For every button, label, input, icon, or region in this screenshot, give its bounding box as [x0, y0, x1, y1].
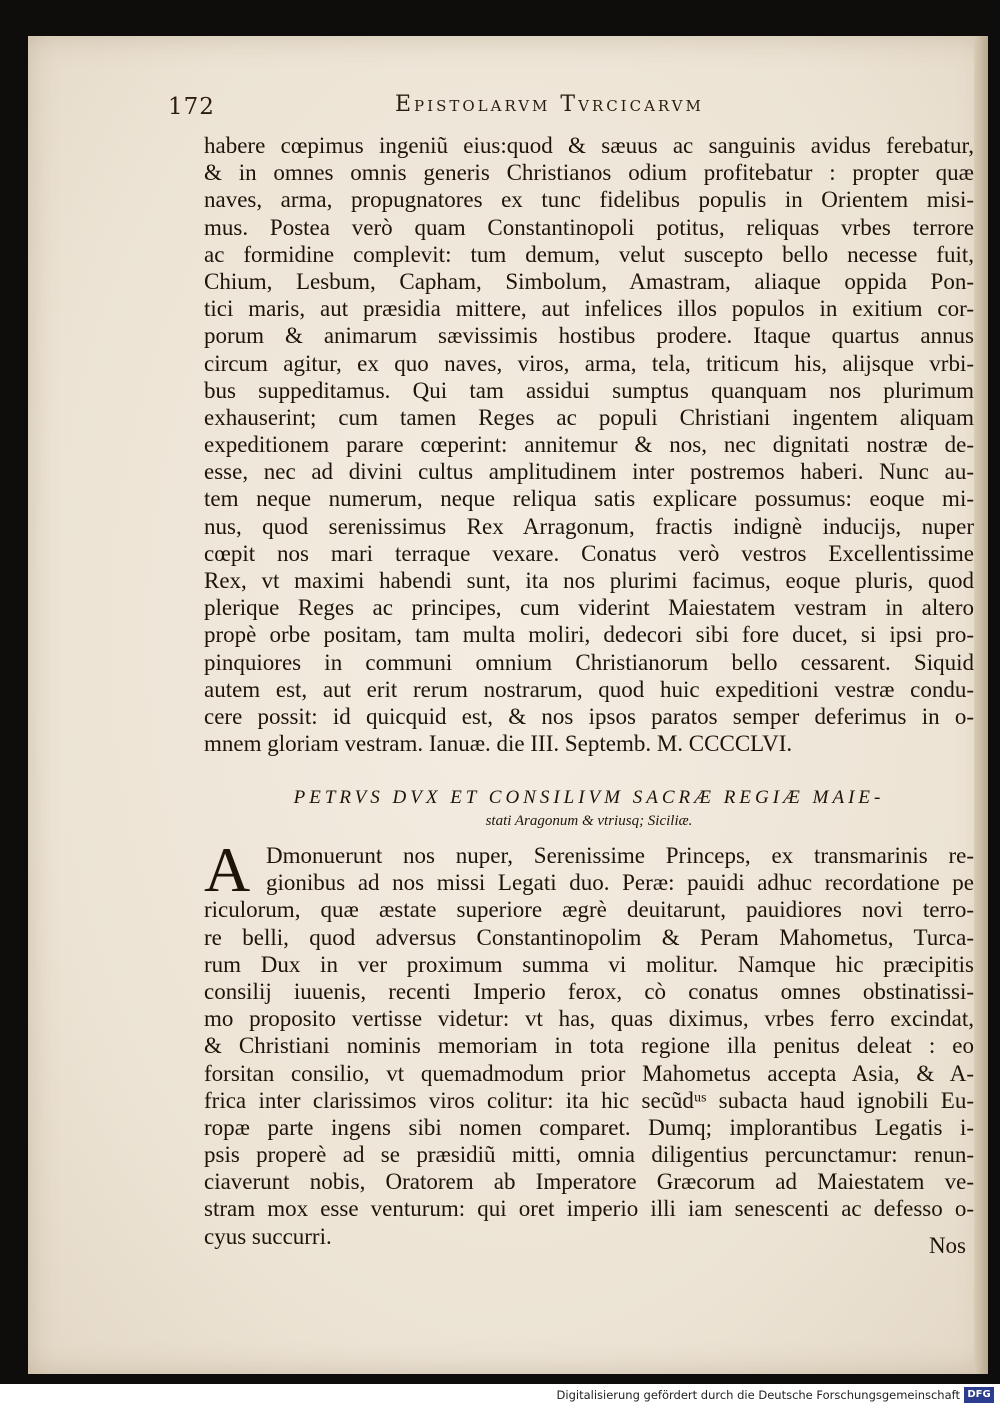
text-line: nus, quod serenissimus Rex Arragonum, fractis indignè inducijs, nuper	[204, 513, 974, 539]
letter-line: mo proposito vertisse videtur: vt has, quas diximus, vrbes ferro excindat,	[204, 1006, 974, 1032]
text-line: habere cœpimus ingeniũ eius:quod & sæuus ac sanguinis avidus ferebatur,	[204, 133, 974, 158]
heading-line-2: stati Aragonum & vtriusq; Siciliæ.	[485, 813, 693, 829]
letter-line: re belli, quod adversus Constantinopolim & Peram Mahometus, Turca-	[204, 924, 974, 950]
text-line: bus suppeditamus. Qui tam assidui sumptus quanquam nos plurimum	[204, 377, 974, 403]
footer-bar	[0, 1384, 1000, 1408]
letter-line: & Christiani nominis memoriam in tota regione illa penitus deleat : eo	[204, 1033, 974, 1059]
letter-line: forsitan consilio, vt quemadmodum prior Mahometus accepta Asia, & A-	[204, 1060, 974, 1086]
page-header	[170, 92, 970, 126]
text-line: propè orbe positam, tam multa moliri, dedecori sibi fore ducet, si ipsi pro-	[204, 622, 974, 648]
letter-line: Dmonuerunt nos nuper, Serenissime Princeps, ex transmarinis re-	[266, 843, 974, 868]
text-line: naves, arma, propugnatores ex tunc fidelibus populis in Orientem misi-	[204, 187, 974, 213]
running-title: Epistolarvm Tvrcicarvm	[395, 92, 704, 117]
letter-line: stram mox esse venturum: qui oret imperio illi iam senescenti ac defesso o-	[204, 1196, 974, 1222]
text-line: porum & animarum sævissimis hostibus prodere. Itaque quartus annus	[204, 323, 974, 349]
catchword: Nos	[928, 1233, 966, 1258]
text-line: Chium, Lesbum, Capham, Simbolum, Amastram, aliaque oppida Pon-	[204, 268, 974, 294]
page-edge	[974, 36, 988, 1374]
text-line: expeditionem parare cœperint: annitemur & nos, nec dignitati nostræ de-	[204, 432, 974, 458]
body-text	[204, 132, 974, 757]
text-line: cœpit nos mari terraque vexare. Conatus verò vestros Excellentissime	[204, 540, 974, 566]
letter-line: ropæ parte ingens sibi nomen comparet. Dumq; implorantibus Legatis i-	[204, 1114, 974, 1140]
letter-heading	[204, 786, 974, 832]
text-line: circum agitur, ex quo naves, viros, arma, tela, triticum his, alijsque vrbi-	[204, 350, 974, 376]
text-line: ac formidine complevit: tum demum, velut suscepto bello necesse fuit,	[204, 241, 974, 267]
text-line: mus. Postea verò quam Constantinopoli potitus, reliquas vrbes terrore	[204, 214, 974, 240]
letter-line: frica inter clarissimos viros colitur: ita hic secũdᵘˢ subacta haud ignobili Eu-	[204, 1087, 974, 1113]
letter-text	[204, 834, 974, 1250]
letter-line: rum Dux in ver proximum summa vi molitur. Namque hic præcipitis	[204, 951, 974, 977]
text-line: esse, nec ad divini cultus amplitudinem inter postremos haberi. Nunc au-	[204, 459, 974, 485]
heading-line-1: PETRVS DVX ET CONSILIVM SACRÆ REGIÆ MAIE-	[293, 787, 885, 808]
text-line: tem neque numerum, neque reliqua satis explicare possumus: eoque mi-	[204, 486, 974, 512]
letter-line: cyus succurri.	[204, 1223, 332, 1249]
text-line: plerique Reges ac principes, cum viderint Maiestatem vestram in altero	[204, 595, 974, 621]
text-line: cere possit: id quicquid est, & nos ipsos paratos semper deferimus in o-	[204, 703, 974, 729]
text-line: exhauserint; cum tamen Reges ac populi Christiani ingentem aliquam	[204, 404, 974, 430]
footer-credit: Digitalisierung gefördert durch die Deutsche Forschungsgemeinschaft	[556, 1388, 960, 1402]
letter-line: psis properè ad se præsidiũ mitti, omnia diligentius percunctamur: renun-	[204, 1142, 974, 1168]
text-line: autem est, aut erit rerum nostrarum, quod huic expeditioni vestræ condu-	[204, 676, 974, 702]
text-line: mnem gloriam vestram. Ianuæ. die III. Septemb. M. CCCCLVI.	[204, 731, 793, 757]
page-number: 172	[168, 94, 215, 120]
drop-cap: A	[204, 834, 251, 905]
text-line: pinquiores in communi omnium Christianorum bello cessarent. Siquid	[204, 649, 974, 675]
letter-line: gionibus ad nos missi Legati duo. Peræ: pauidi adhuc recordatione pe	[266, 870, 974, 896]
text-line: & in omnes omnis generis Christianos odium profitebatur : propter quæ	[204, 160, 974, 186]
dfg-logo: DFG	[964, 1387, 994, 1403]
letter-line: riculorum, quæ æstate superiore ægrè deuitarunt, pauidiores novi terro-	[204, 897, 974, 923]
text-line: Rex, vt maximi habendi sunt, ita nos plurimi facimus, eoque pluris, quod	[204, 568, 974, 593]
letter-line: consilij iuuenis, recenti Imperio ferox, cò conatus omnes obstinatissi-	[204, 978, 974, 1004]
letter-line: ciaverunt nobis, Oratorem ab Imperatore Græcorum ad Maiestatem ve-	[204, 1169, 974, 1195]
text-line: tici maris, aut præsidia mittere, aut infelices illos populos in exitium cor-	[204, 296, 974, 322]
